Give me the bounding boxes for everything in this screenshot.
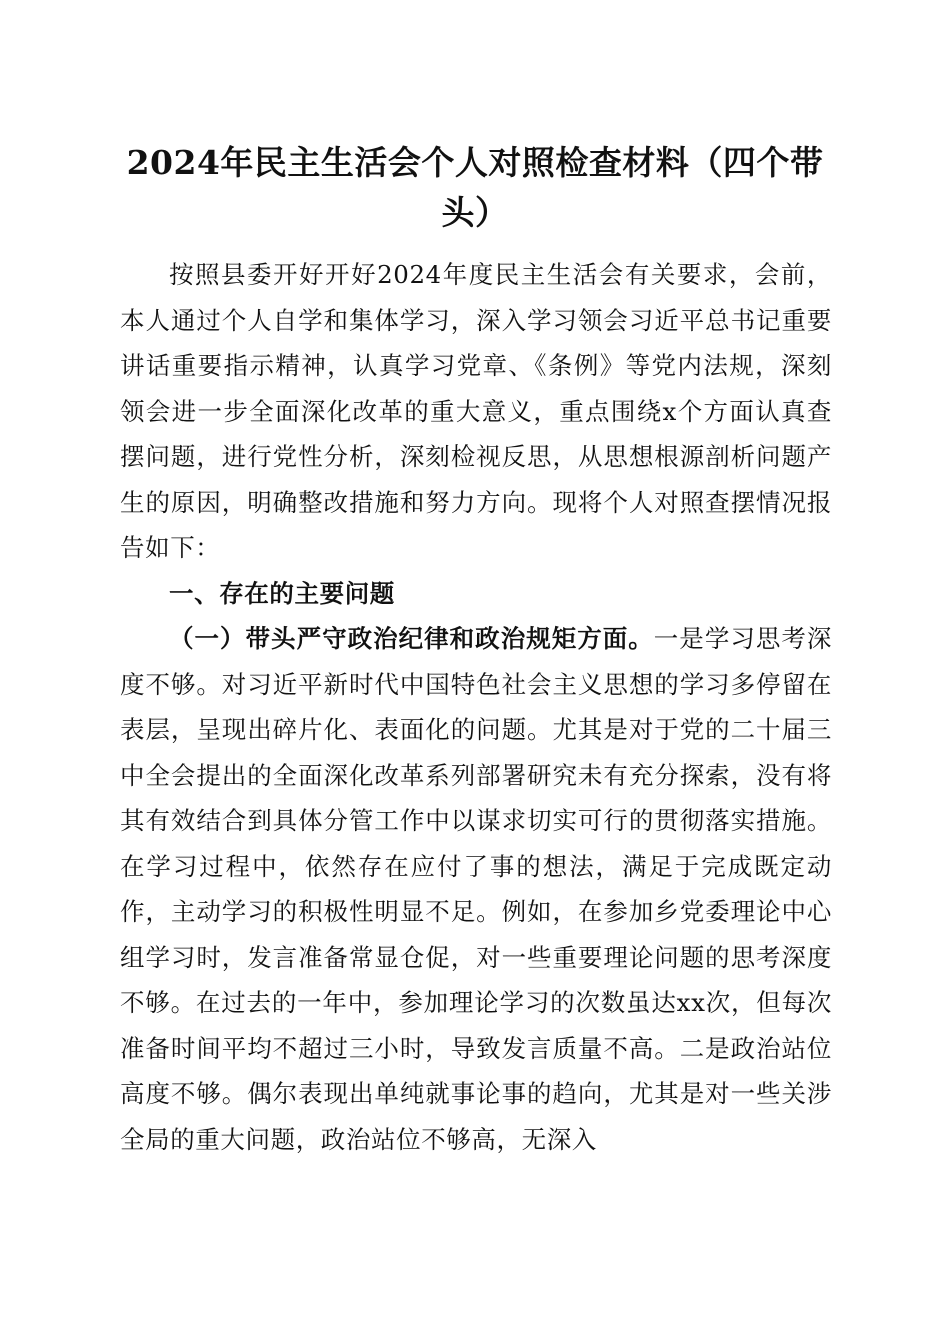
section-heading-problems: 一、存在的主要问题 <box>169 578 395 608</box>
document-body <box>120 252 832 1162</box>
subsection-heading: （一）带头严守政治纪律和政治规矩方面。 <box>169 624 654 653</box>
intro-paragraph: 按照县委开好开好2024年度民主生活会有关要求，会前，本人通过个人自学和集体学习，深入学习领会习近平总书记重要讲话重要指示精神，认真学习党章、《条例》等党内法规，深刻领会进一步全面深化改革的重大意义，重点围绕x个方面认真查摆问题，进行党性分析，深刻检视反思，从思想根源剖析问题产生的原因，明确整改措施和努力方向。现将个人对照查摆情况报告如下： <box>120 260 832 562</box>
document-title: 2024年民主生活会个人对照检查材料（四个带头） <box>126 143 824 232</box>
subsection-paragraph <box>120 616 832 1162</box>
subsection-body: 一是学习思考深度不够。对习近平新时代中国特色社会主义思想的学习多停留在表层，呈现出碎片化、表面化的问题。尤其是对于党的二十届三中全会提出的全面深化改革系列部署研究未有充分探索，没有将其有效结合到具体分管工作中以谋求切实可行的贯彻落实措施。在学习过程中，依然存在应付了事的想法，满足于完成既定动作，主动学习的积极性明显不足。例如，在参加乡党委理论中心组学习时，发言准备常显仓促，对一些重要理论问题的思考深度不够。在过去的一年中，参加理论学习的次数虽达xx次，但每次准备时间平均不超过三小时，导致发言质量不高。二是政治站位高度不够。偶尔表现出单纯就事论事的趋向，尤其是对一些关涉全局的重大问题，政治站位不够高，无深入 <box>120 624 832 1154</box>
